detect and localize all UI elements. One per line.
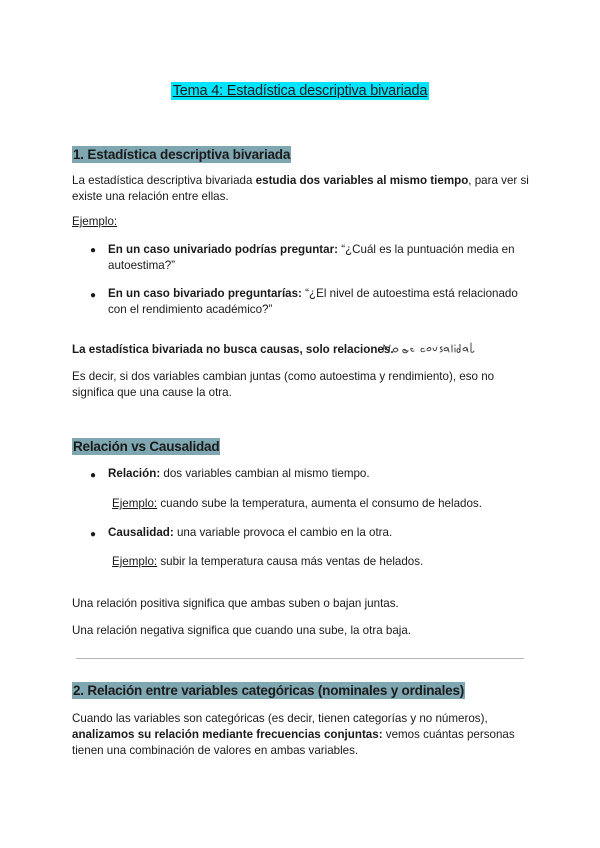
intro-text-c: , para ver si existe una relación entre ellas. <box>72 174 529 203</box>
bullet-icon: ● <box>90 245 97 256</box>
relation-vs-causality-heading: Relación vs Causalidad <box>73 439 220 454</box>
key-statement-text: La estadística bivariada no busca causas, solo relaciones. <box>72 343 394 356</box>
list-item-text: “¿El nivel de autoestima está relacionado con el rendimiento académico?” <box>108 287 518 316</box>
list-item-text: dos variables cambian al mismo tiempo. <box>160 467 370 480</box>
example-label: Ejemplo: <box>112 555 158 568</box>
list-item <box>108 466 533 482</box>
example-label: Ejemplo: <box>112 497 158 510</box>
explanation-paragraph: Es decir, si dos variables cambian juntas (como autoestima y rendimiento), eso no significa que una cause la otra. <box>72 370 495 399</box>
list-item-bold: Causalidad: <box>108 526 174 539</box>
list-item <box>108 242 533 274</box>
section-1-intro <box>72 173 530 205</box>
handwritten-note <box>380 340 484 356</box>
section-2-text-a: Cuando las variables son categóricas (es decir, tienen categorías y no números), <box>72 712 488 725</box>
title-container <box>0 82 600 100</box>
list-item-bold: En un caso univariado podrías preguntar: <box>108 243 338 256</box>
bullet-icon: ● <box>90 529 97 540</box>
list-item <box>108 525 533 541</box>
document-title: Tema 4: Estadística descriptiva bivariada <box>172 83 428 99</box>
section-1-heading: 1. Estadística descriptiva bivariada <box>73 147 291 162</box>
list-item-text: una variable provoca el cambio en la otra. <box>173 526 393 539</box>
list-item <box>108 286 533 318</box>
example-label: Ejemplo: <box>72 215 118 228</box>
section-2-text-c: vemos cuántas personas tienen una combinación de valores en ambas variables. <box>72 728 515 757</box>
horizontal-divider <box>76 658 524 659</box>
section-2-paragraph <box>72 711 532 759</box>
example-text: cuando sube la temperatura, aumenta el consumo de helados. <box>157 497 482 510</box>
intro-text-a: La estadística descriptiva bivariada <box>72 174 256 187</box>
bullet-icon: ● <box>90 470 97 481</box>
negative-relation-text: Una relación negativa significa que cuando una sube, la otra baja. <box>72 624 412 637</box>
section-2-text-bold: analizamos su relación mediante frecuencias conjuntas: <box>72 728 383 741</box>
intro-text-bold: estudia dos variables al mismo tiempo <box>255 174 469 187</box>
list-item-example <box>112 554 537 570</box>
list-item-example <box>112 496 537 512</box>
example-heading <box>72 214 530 230</box>
example-text: subir la temperatura causa más ventas de helados. <box>157 555 424 568</box>
list-item-bold: En un caso bivariado preguntarías: <box>108 287 302 300</box>
bullet-icon: ● <box>90 290 97 301</box>
list-item-bold: Relación: <box>108 467 161 480</box>
section-2-heading: 2. Relación entre variables categóricas (nominales y ordinales) <box>73 683 465 698</box>
positive-relation-text: Una relación positiva significa que ambas suben o bajan juntas. <box>72 597 399 610</box>
list-item-text: “¿Cuál es la puntuación media en autoestima?” <box>108 243 515 272</box>
